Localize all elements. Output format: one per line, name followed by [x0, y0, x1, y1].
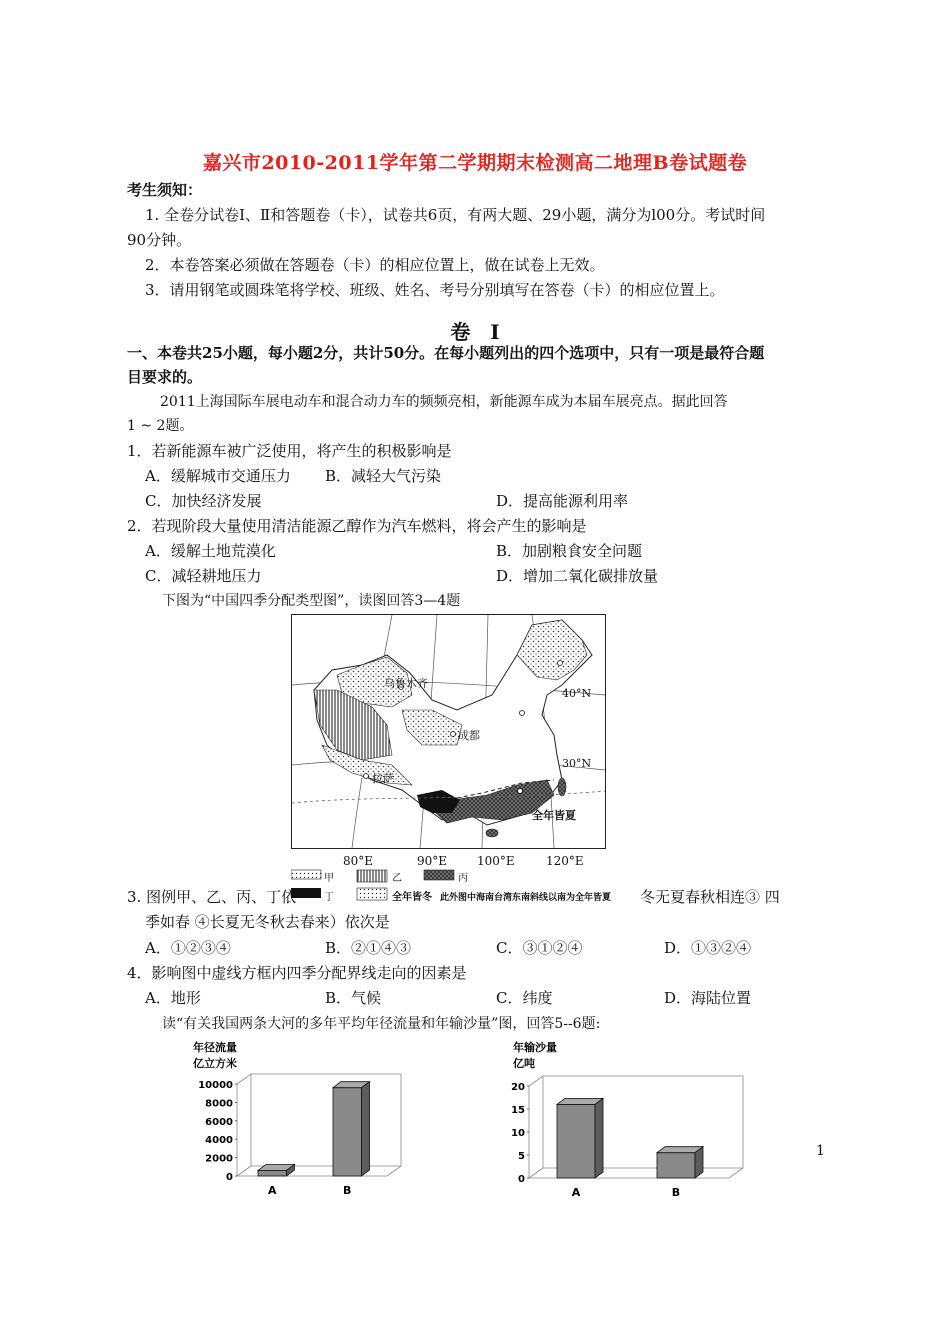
- question-4-option-c: C．纬度: [496, 989, 553, 1007]
- x-tick-label-B: B: [343, 1184, 352, 1197]
- map-lat-40: 40°N: [562, 687, 592, 700]
- legend-bing: 丙: [458, 873, 468, 884]
- question-1-option-c: C．加快经济发展: [145, 492, 262, 510]
- legend-ding: 丁: [324, 892, 334, 903]
- question-3-stem: 3. 图例甲、乙、丙、丁依: [127, 888, 297, 906]
- legend-winter: 全年皆冬: [392, 892, 432, 903]
- chart-floor-edge: [237, 1166, 251, 1176]
- y-tick-label: 4000: [205, 1135, 233, 1147]
- y-axis-unit: 亿吨: [513, 1057, 535, 1070]
- question-2-option-b: B．加剧粮食安全问题: [496, 542, 643, 560]
- map-lon-90: 90°E: [417, 854, 448, 868]
- question-3-stem-c: 季如春 ④长夏无冬秋去春来）依次是: [145, 913, 390, 931]
- map-lon-120: 120°E: [546, 854, 584, 868]
- y-tick-label: 5: [518, 1151, 525, 1162]
- question-4-stem: 4．影响图中虚线方框内四季分配界线走向的因素是: [127, 964, 467, 982]
- question-3-option-a: A．①②③④: [145, 939, 231, 957]
- map-summer-label: 全年皆夏: [532, 809, 576, 822]
- question-4-option-b: B．气候: [325, 989, 382, 1007]
- question-2-option-a: A．缓解土地荒漠化: [145, 542, 276, 560]
- y-tick-label: 8000: [205, 1098, 233, 1110]
- page-title: 嘉兴市2010-2011学年第二学期期末检测高二地理B卷试题卷: [202, 152, 748, 174]
- bar-A: [258, 1170, 287, 1176]
- page-number: 1: [816, 1143, 825, 1159]
- notice-heading: 考生须知：: [127, 181, 203, 199]
- passage-1-cont: 1 ~ 2题。: [127, 418, 194, 434]
- map-city-lhasa: 拉萨: [372, 772, 394, 785]
- notice-item-1-cont: 90分钟。: [127, 231, 192, 249]
- chart-frame: [237, 1074, 401, 1176]
- bar-side-B: [695, 1147, 703, 1178]
- y-tick-label: 6000: [205, 1116, 233, 1128]
- map-lat-30: 30°N: [562, 757, 592, 770]
- question-3-option-d: D．①③②④: [664, 939, 752, 957]
- y-axis-label: 年输沙量: [513, 1041, 557, 1054]
- section-instruction-cont: 目要求的。: [127, 368, 203, 386]
- question-2-stem: 2．若现阶段大量使用清洁能源乙醇作为汽车燃料，将会产生的影响是: [127, 517, 587, 535]
- map-city-urumqi: 乌鲁木齐: [384, 677, 428, 690]
- notice-item-1: 1. 全卷分试卷Ⅰ、Ⅱ和答题卷（卡），试卷共6页，有两大题、29小题，满分为l00分。考试时间: [145, 206, 766, 224]
- bar-side-B: [362, 1082, 370, 1176]
- x-tick-label-B: B: [671, 1186, 681, 1198]
- question-1-option-a: A．缓解城市交通压力: [145, 467, 291, 485]
- map-intro: 下图为“中国四季分配类型图”，读图回答3—4题: [162, 593, 461, 609]
- map-city-chengdu: 成都: [458, 729, 480, 742]
- legend-jia: 甲: [324, 873, 334, 884]
- question-3-stem-b: 冬无夏春秋相连③ 四: [640, 888, 780, 906]
- y-tick-label: 0: [518, 1174, 525, 1185]
- y-tick-label: 10: [511, 1128, 525, 1139]
- map-lon-80: 80°E: [343, 854, 374, 868]
- x-tick-label-A: A: [267, 1184, 277, 1197]
- y-tick-label: 0: [226, 1172, 233, 1183]
- y-tick-label: 10000: [198, 1080, 233, 1091]
- map-lon-100: 100°E: [477, 854, 515, 868]
- question-4-option-a: A．地形: [145, 989, 201, 1007]
- legend-note: 此外图中海南台湾东南斜线以南为全年皆夏: [440, 893, 612, 903]
- y-tick-label: 15: [511, 1105, 525, 1116]
- y-tick-label: 20: [511, 1082, 525, 1093]
- x-tick-label-A: A: [571, 1186, 581, 1198]
- sediment-chart: [505, 1038, 755, 1198]
- notice-item-3: 3．请用钢笔或圆珠笔将学校、班级、姓名、考号分别填写在答卷（卡）的相应位置上。: [145, 281, 725, 299]
- question-1-option-b: B．减轻大气污染: [325, 467, 442, 485]
- question-3-option-c: C．③①②④: [496, 939, 583, 957]
- question-1-option-d: D．提高能源利用率: [496, 492, 629, 510]
- question-2-option-d: D．增加二氧化碳排放量: [496, 567, 659, 585]
- y-axis-unit: 亿立方米: [193, 1057, 237, 1070]
- section-heading: 卷 Ⅰ: [450, 320, 500, 344]
- bar-B: [333, 1088, 362, 1176]
- bar-B: [657, 1153, 695, 1178]
- question-1-stem: 1．若新能源车被广泛使用，将产生的积极影响是: [127, 442, 452, 460]
- bar-side-A: [595, 1098, 603, 1178]
- notice-item-2: 2．本卷答案必须做在答题卷（卡）的相应位置上，做在试卷上无效。: [145, 256, 605, 274]
- y-tick-label: 2000: [205, 1153, 233, 1165]
- bar-A: [557, 1104, 595, 1178]
- china-season-map: [291, 614, 606, 849]
- chart-floor-edge: [529, 1168, 543, 1178]
- section-instruction: 一、本卷共25小题，每小题2分，共计50分。在每小题列出的四个选项中，只有一项是最符合题: [127, 344, 765, 362]
- runoff-chart: [185, 1038, 435, 1198]
- chart-intro: 读“有关我国两条大河的多年平均年径流量和年输沙量”图，回答5--6题:: [162, 1016, 601, 1032]
- question-4-option-d: D．海陆位置: [664, 989, 752, 1007]
- question-2-option-c: C．减轻耕地压力: [145, 567, 262, 585]
- question-3-option-b: B．②①④③: [325, 939, 412, 957]
- passage-1: 2011上海国际车展电动车和混合动力车的频频亮相，新能源车成为本届车展亮点。据此回答: [160, 394, 728, 410]
- y-axis-label: 年径流量: [193, 1041, 237, 1054]
- legend-yi: 乙: [392, 873, 402, 884]
